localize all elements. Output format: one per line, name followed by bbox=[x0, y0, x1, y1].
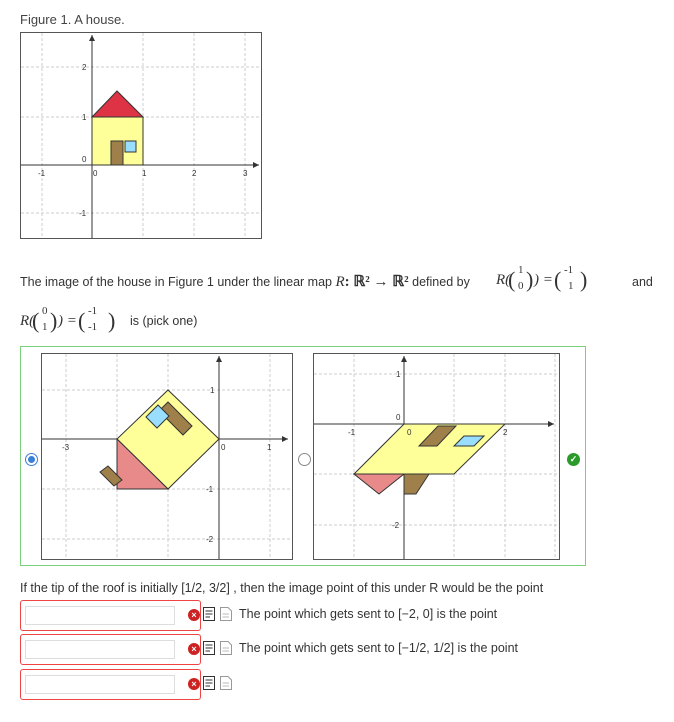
question-intro: The image of the house in Figure 1 under the linear map bbox=[20, 275, 332, 289]
house-door bbox=[111, 141, 123, 165]
x-tick-label: 0 bbox=[407, 428, 412, 437]
right-house-body bbox=[354, 424, 505, 474]
document-icon[interactable] bbox=[220, 641, 232, 655]
y-tick-label: -2 bbox=[392, 521, 400, 530]
x-tick-label: -3 bbox=[62, 443, 70, 452]
right-house-chimney bbox=[404, 474, 429, 494]
right-house-roof bbox=[354, 474, 404, 494]
prompt-3: The point which gets sent to [−1/2, 1/2] is the point bbox=[239, 641, 518, 655]
y-tick-label: 0 bbox=[82, 155, 87, 164]
x-tick-label: -1 bbox=[38, 169, 46, 178]
answer-3-box bbox=[20, 669, 201, 700]
answer-2-input[interactable] bbox=[25, 640, 175, 659]
vec-e1-top: 1 bbox=[518, 264, 524, 276]
question-line-1 bbox=[20, 272, 470, 291]
choice-right-radio[interactable] bbox=[298, 453, 311, 466]
x-tick-label: 0 bbox=[221, 443, 226, 452]
x-tick-label: -1 bbox=[348, 428, 356, 437]
x-mark-icon: × bbox=[188, 609, 200, 621]
x-tick-label: 0 bbox=[93, 169, 98, 178]
y-tick-label: 1 bbox=[210, 386, 215, 395]
choice-left-radio[interactable] bbox=[25, 453, 38, 466]
img-e2-top: -1 bbox=[88, 305, 98, 317]
choice-right-svg bbox=[314, 354, 559, 559]
y-axis-arrow bbox=[89, 35, 95, 41]
img-e1-top: -1 bbox=[564, 264, 574, 276]
y-tick-label: 1 bbox=[396, 370, 401, 379]
notes-icon[interactable] bbox=[203, 641, 215, 655]
vec-e2-top: 0 bbox=[42, 305, 48, 317]
figure-1-house-plot bbox=[20, 32, 262, 239]
x-axis-arrow bbox=[253, 162, 259, 168]
x-tick-label: 1 bbox=[267, 443, 272, 452]
answer-3-input[interactable] bbox=[25, 675, 175, 694]
y-tick-label: -1 bbox=[79, 209, 87, 218]
defined-by-label: defined by bbox=[412, 275, 470, 289]
img-e1-bottom: 1 bbox=[568, 280, 574, 292]
x-tick-label: 1 bbox=[142, 169, 147, 178]
followup-sentence: If the tip of the roof is initially [1/2, 3/2] , then the image point of this under R would be the point bbox=[20, 581, 544, 595]
house-window bbox=[125, 141, 136, 152]
house-roof bbox=[92, 91, 143, 117]
answer-1-input[interactable] bbox=[25, 606, 175, 625]
document-icon[interactable] bbox=[220, 676, 232, 690]
y-tick-label: -1 bbox=[206, 485, 214, 494]
map-domain: : ℝ² → ℝ² bbox=[344, 274, 409, 290]
answer-1-box bbox=[20, 600, 201, 631]
and-label: and bbox=[632, 275, 653, 289]
map-e1-equation: R( ( 1 0 ) ) = ( -1 1 ) bbox=[496, 264, 588, 292]
img-e2-bottom: -1 bbox=[88, 321, 98, 333]
notes-icon[interactable] bbox=[203, 607, 215, 621]
x-mark-icon: × bbox=[188, 643, 200, 655]
house-plot-svg bbox=[21, 33, 261, 238]
x-tick-label: 2 bbox=[503, 428, 508, 437]
vec-e1-bottom: 0 bbox=[518, 280, 524, 292]
x-tick-label: 3 bbox=[243, 169, 248, 178]
y-tick-label: 1 bbox=[82, 113, 87, 122]
answer-2-box bbox=[20, 634, 201, 665]
x-mark-icon: × bbox=[188, 678, 200, 690]
vec-e2-bottom: 1 bbox=[42, 321, 48, 333]
y-tick-label: 0 bbox=[396, 413, 401, 422]
y-tick-label: 2 bbox=[82, 63, 87, 72]
choice-left-svg bbox=[42, 354, 292, 559]
choice-right-plot[interactable] bbox=[313, 353, 560, 560]
x-tick-label: 2 bbox=[192, 169, 197, 178]
map-e2-equation: R( ( 0 1 ) ) = ( -1 -1 ) is (pick one) bbox=[20, 305, 198, 333]
choice-left-plot[interactable] bbox=[41, 353, 293, 560]
y-tick-label: -2 bbox=[206, 535, 214, 544]
document-icon[interactable] bbox=[220, 607, 232, 621]
choices-panel bbox=[20, 346, 586, 566]
notes-icon[interactable] bbox=[203, 676, 215, 690]
prompt-2: The point which gets sent to [−2, 0] is the point bbox=[239, 607, 498, 621]
figure-caption: Figure 1. A house. bbox=[20, 12, 125, 27]
pick-one-label: is (pick one) bbox=[130, 314, 198, 328]
checkmark-icon: ✓ bbox=[567, 453, 580, 466]
map-symbol: R bbox=[335, 274, 345, 290]
